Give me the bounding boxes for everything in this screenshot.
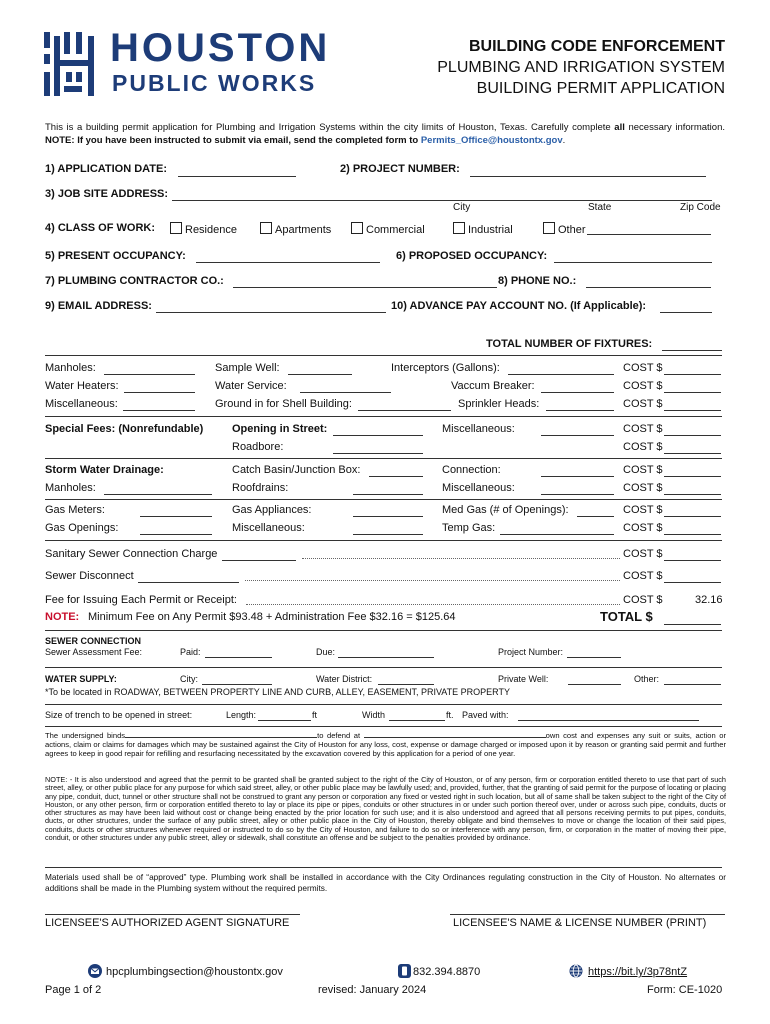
total-label: TOTAL $ [600,609,653,624]
cost-label: COST $ [623,441,663,453]
disconnect-label: Sewer Disconnect [45,570,134,582]
project-number2-label: Project Number: [498,647,564,657]
manholes-field[interactable] [104,374,195,375]
vacuum-breaker-field[interactable] [541,392,614,393]
header-line3: BUILDING PERMIT APPLICATION [476,80,725,97]
sprinkler-label: Sprinkler Heads: [458,398,540,410]
water-service-label: Water Service: [215,380,287,392]
revised-date: revised: January 2024 [318,984,427,996]
ground-shell-field[interactable] [358,410,451,411]
sewer-assessment-label: Sewer Assessment Fee: [45,647,143,657]
class-of-work-label: 4) CLASS OF WORK: [45,222,155,234]
opening-street-label: Opening in Street: [232,423,328,435]
sanitary-label: Sanitary Sewer Connection Charge [45,548,218,560]
dots [302,558,620,559]
temp-gas-label: Temp Gas: [442,522,496,534]
cost-label: COST $ [623,522,663,534]
cost-label: COST $ [623,482,663,494]
cost-label: COST $ [623,464,663,476]
intro: This is a building permit application for Plumbing and Irrigation Systems within the city limits of Houston, Texas. Carefully complete all necessary information. NOTE: If you have been instructed to submit via email, send the completed form to Permits_Office@houstontx.gov. [45,122,726,146]
dots [246,604,620,605]
water-service-field[interactable] [300,392,391,393]
connection-label: Connection: [442,464,501,476]
logo-mark-icon [44,32,104,96]
trench-ft2: ft. [446,710,454,720]
manholes2-field[interactable] [104,494,212,495]
catch-basin-label: Catch Basin/Junction Box: [232,464,361,476]
roadbore-field[interactable] [333,453,423,454]
note-text: Minimum Fee on Any Permit $93.48 + Administration Fee $32.16 = $125.64 [88,611,456,623]
ws-district-field[interactable] [378,684,434,685]
cost-field[interactable] [664,534,721,535]
cost-label: COST $ [623,398,663,410]
issuing-label: Fee for Issuing Each Permit or Receipt: [45,594,237,606]
app-date-field[interactable] [178,176,296,177]
roofdrains-label: Roofdrains: [232,482,289,494]
divider [45,540,722,541]
manholes2-label: Manholes: [45,482,96,494]
paid-label: Paid: [180,647,201,657]
logo-public-works: PUBLIC WORKS [112,70,317,96]
gas-meters-field[interactable] [140,516,212,517]
gas-appliances-label: Gas Appliances: [232,504,312,516]
roadbore-label: Roadbore: [232,441,284,453]
divider [45,630,722,631]
industrial-checkbox[interactable]: Industrial [453,222,513,236]
temp-gas-field[interactable] [500,534,614,535]
proposed-occupancy-label: 6) PROPOSED OCCUPANCY: [396,250,548,262]
ws-private-well-label: Private Well: [498,674,549,684]
globe-icon [569,964,583,978]
cost-label: COST $ [623,548,663,560]
other-field[interactable] [587,234,711,235]
paved-field[interactable] [518,720,699,721]
dots [245,580,620,581]
advance-pay-label: 10) ADVANCE PAY ACCOUNT NO. (If Applicable): [391,300,647,312]
ws-private-well-field[interactable] [568,684,621,685]
trench-ft1: ft [312,710,318,720]
cost-label: COST $ [623,362,663,374]
ws-district-label: Water District: [316,674,373,684]
permits-email-link[interactable]: Permits_Office@houstontx.gov [420,135,563,146]
paved-label: Paved with: [462,710,509,720]
manholes-label: Manholes: [45,362,96,374]
total-fixtures-field[interactable] [662,350,722,351]
commercial-checkbox[interactable]: Commercial [351,222,425,236]
total-fixtures-label: TOTAL NUMBER OF FIXTURES: [486,338,653,350]
job-site-label: 3) JOB SITE ADDRESS: [45,188,169,200]
divider [45,458,722,459]
cost-label: COST $ [623,570,663,582]
form-number: Form: CE-1020 [647,984,723,996]
interceptors-field[interactable] [508,374,614,375]
page-number: Page 1 of 2 [45,984,102,996]
binds-field[interactable] [125,730,317,738]
gas-meters-label: Gas Meters: [45,504,105,516]
misc2-field[interactable] [541,435,614,436]
divider [45,499,722,500]
email-field[interactable] [156,312,386,313]
project-number-label: 2) PROJECT NUMBER: [340,163,460,175]
ws-other-field[interactable] [664,684,721,685]
sprinkler-field[interactable] [546,410,614,411]
contractor-field[interactable] [233,287,497,288]
divider [45,667,722,668]
legal-p3: Materials used shall be of “approved” type. Plumbing work shall be installed in accordance with the City Ordinances regulating construction in the City of Houston. No alternates or additions shall be made in the Plumbing system without the required permits. [45,872,726,893]
agent-signature-field[interactable] [45,914,300,915]
misc1-field[interactable] [123,410,195,411]
header-line2: PLUMBING AND IRRIGATION SYSTEM [437,59,725,76]
zip-caption: Zip Code [680,202,721,213]
med-gas-label: Med Gas (# of Openings): [442,504,569,516]
cost-label: COST $ [623,594,663,606]
misc3-label: Miscellaneous: [442,482,515,494]
phone-icon [398,964,411,978]
due-field[interactable] [338,657,434,658]
sewer-connection-title: SEWER CONNECTION [45,636,142,646]
trench-size-label: Size of trench to be opened in street: [45,710,193,720]
state-caption: State [588,202,612,213]
agent-signature-label: LICENSEE'S AUTHORIZED AGENT SIGNATURE [45,917,290,929]
cost-field[interactable] [664,582,721,583]
gas-openings-field[interactable] [140,534,212,535]
sample-well-field[interactable] [288,374,352,375]
divider [45,726,722,727]
ws-note: *To be located in ROADWAY, BETWEEN PROPERTY LINE AND CURB, ALLEY, EASEMENT, PRIVATE PROPERTY [45,687,510,697]
interceptors-label: Interceptors (Gallons): [391,362,500,374]
header-line1: BUILDING CODE ENFORCEMENT [469,38,725,55]
gas-openings-label: Gas Openings: [45,522,119,534]
ws-city-label: City: [180,674,198,684]
legal-p1: The undersigned binds to defend at own cost and expenses any suit or suits, action or actions, claim or claims for damages which may be sustained against the City of Houston for any loss, cost, expense or damage charged or imposed upon it by reason or granting said permit and further agrees to keep in good repair for refilling and resurfacing necessitated by the excavation covered by this application for a period of one year. [45,731,726,758]
licensee-name-field[interactable] [450,914,725,915]
cost-field[interactable] [664,410,721,411]
present-occupancy-field[interactable] [196,262,380,263]
total-field[interactable] [664,624,721,625]
divider [45,416,722,417]
med-gas-field[interactable] [577,516,614,517]
trench-width-label: Width [362,710,386,720]
logo-houston: HOUSTON [110,26,331,70]
paid-field[interactable] [205,657,272,658]
cost-label: COST $ [623,423,663,435]
logo [44,26,344,96]
cost-label: COST $ [623,380,663,392]
footer-url[interactable]: https://bit.ly/3p78ntZ [569,964,687,978]
legal-p2: NOTE: - It is also understood and agreed that the permit to be granted shall be granted subject to the right of the City of Houston, or of any person, firm or corporation entitled thereto to use that part of such street, alley, or other public place for any purpose for which said street, alley, or other public place may be lawfully used; and, provided, further, that the granting of said permit for the purpose of locating or placing any pipe, conduit, duct, tunnel or other structure shall not be construed to grant any person or corporation any fixed or vested right in such location, but all of same shall be taken subject to the right of the City of Houston, or any other person, firm or corporation entitled thereto to lay or place its pipe or pipes, conduits or other structures in or under such portion thereof over, under or across such pipe, conduits, ducts or other structures as may have been laid without cost or change being enacted by the prior location for such use; and it is also understood and agreed that all persons receiving permits to put pipes, conduits, ducts, or other structures, under the surface of any public street, alley or other public place in the City of Houston, thereby obligate and bind themselves to move or change the location of their said pipes, conduits, ducts or other structures whenever required or instructed to do so by the City of Houston, and failure to do so or interference with any person, firm, or corporation in the matter of moving their pipe, conduit, or other structures under any public street, alley or sidewalk, shall constitute an offense and be subject to the penalties provided by ordinance. [45,775,726,843]
misc4-field[interactable] [353,534,423,535]
trench-width-field[interactable] [389,720,445,721]
licensee-name-label: LICENSEE'S NAME & LICENSE NUMBER (PRINT) [453,917,707,929]
job-site-field[interactable] [172,200,712,201]
advance-pay-field[interactable] [660,312,712,313]
gas-appliances-field[interactable] [353,516,423,517]
divider [45,355,722,356]
email-label: 9) EMAIL ADDRESS: [45,300,152,312]
email-icon [88,964,102,978]
apartments-checkbox[interactable]: Apartments [260,222,331,236]
phone-label: 8) PHONE NO.: [498,275,577,287]
cost-field[interactable] [664,494,721,495]
cost-field[interactable] [664,560,721,561]
note-label: NOTE: [45,611,80,623]
cost-field[interactable] [664,374,721,375]
storm-water-label: Storm Water Drainage: [45,464,164,476]
disconnect-field[interactable] [138,582,239,583]
ws-city-field[interactable] [202,684,272,685]
footer-phone[interactable]: 832.394.8870 [398,964,480,978]
misc3-field[interactable] [541,494,614,495]
sample-well-label: Sample Well: [215,362,280,374]
app-date-label: 1) APPLICATION DATE: [45,163,168,175]
project-number-field[interactable] [470,176,706,177]
defend-field[interactable] [364,730,546,738]
roofdrains-field[interactable] [353,494,423,495]
cost-label: COST $ [623,504,663,516]
cost-field[interactable] [664,516,721,517]
misc4-label: Miscellaneous: [232,522,305,534]
water-supply-title: WATER SUPPLY: [45,674,117,684]
cost-field[interactable] [664,453,721,454]
vacuum-breaker-label: Vaccum Breaker: [451,380,535,392]
connection-field[interactable] [541,476,614,477]
ws-other-label: Other: [634,674,660,684]
cost-field[interactable] [664,476,721,477]
trench-length-label: Length: [226,710,257,720]
water-heaters-label: Water Heaters: [45,380,119,392]
contractor-label: 7) PLUMBING CONTRACTOR CO.: [45,275,224,287]
misc1-label: Miscellaneous: [45,398,118,410]
issuing-value: 32.16 [695,594,723,606]
trench-length-field[interactable] [258,720,311,721]
cost-field[interactable] [664,392,721,393]
other-checkbox[interactable]: Other [543,222,586,236]
opening-street-field[interactable] [333,435,423,436]
ground-shell-label: Ground in for Shell Building: [215,398,352,410]
residence-checkbox[interactable]: Residence [170,222,237,236]
misc2-label: Miscellaneous: [442,423,515,435]
due-label: Due: [316,647,336,657]
cost-field[interactable] [664,435,721,436]
special-fees-label: Special Fees: (Nonrefundable) [45,423,204,435]
city-caption: City [453,202,471,213]
phone-field[interactable] [586,287,711,288]
footer-email[interactable]: hpcplumbingsection@houstontx.gov [88,964,283,978]
divider [45,704,722,705]
catch-basin-field[interactable] [369,476,423,477]
proposed-occupancy-field[interactable] [554,262,712,263]
present-occupancy-label: 5) PRESENT OCCUPANCY: [45,250,186,262]
water-heaters-field[interactable] [124,392,195,393]
sanitary-field[interactable] [222,560,296,561]
divider [45,867,722,868]
project-number2-field[interactable] [567,657,621,658]
